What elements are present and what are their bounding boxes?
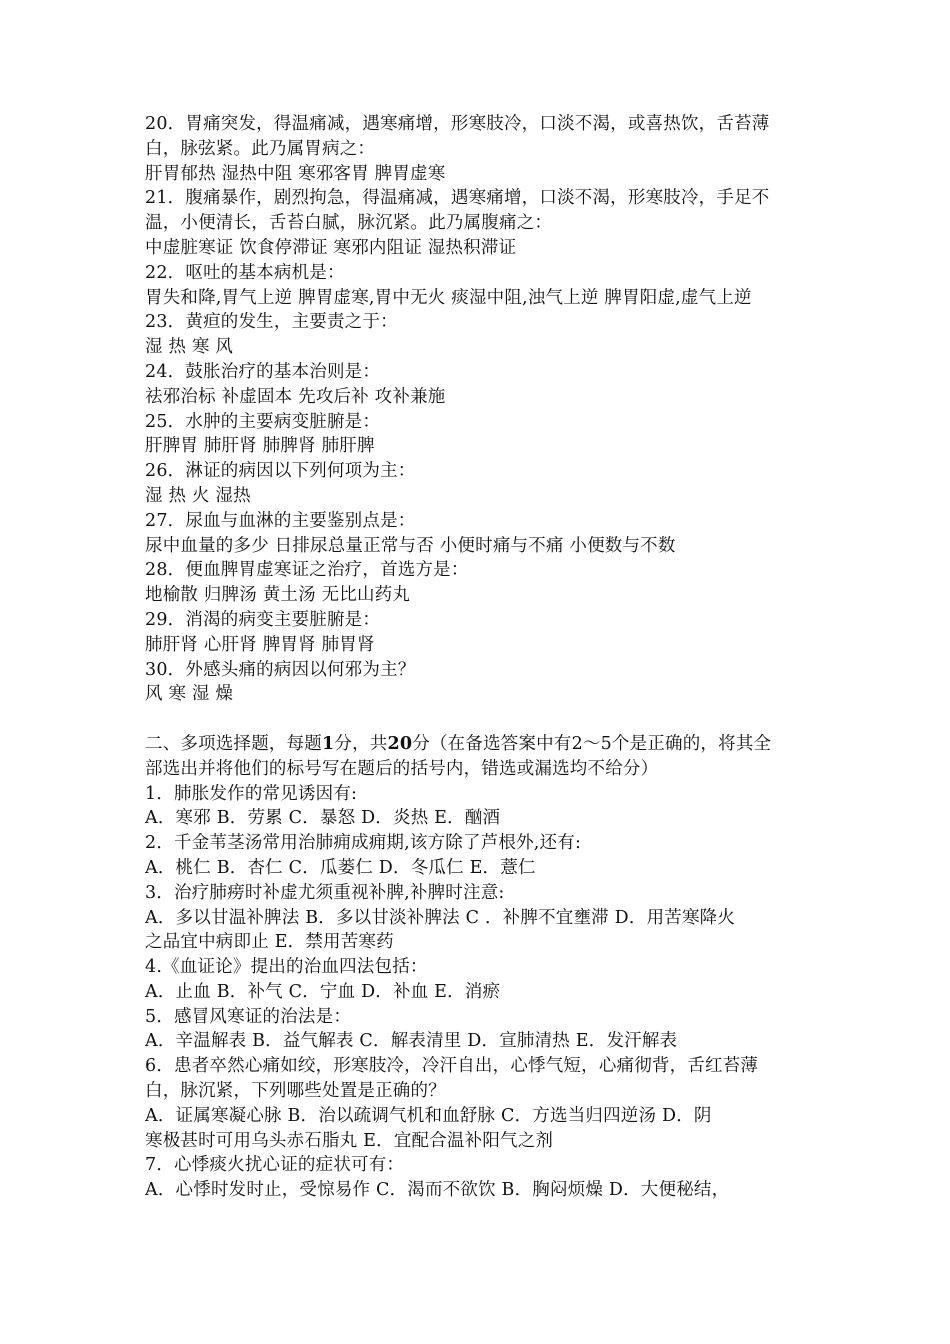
question-text: 3．治疗肺痨时补虚尤须重视补脾,补脾时注意: bbox=[145, 882, 505, 903]
question-q24 bbox=[145, 360, 806, 410]
section2-heading-line2: 部选出并将他们的标号写在题后的括号内，错选或漏选均不给分） bbox=[145, 758, 659, 779]
question-text: 7．心悸痰火扰心证的症状可有： bbox=[145, 1155, 405, 1176]
question-text: 28．便血脾胃虚寒证之治疗，首选方是： bbox=[145, 560, 469, 581]
question-m4 bbox=[145, 955, 806, 1005]
question-q20 bbox=[145, 112, 806, 186]
question-text: 5．感冒风寒证的治法是： bbox=[145, 1006, 352, 1027]
single-choice-section bbox=[145, 112, 806, 707]
answer-options: A．寒邪 B．劳累 C．暴怒 D．炎热 E．酗酒 bbox=[145, 808, 501, 829]
heading-text: 二、多项选择题，每题 bbox=[145, 733, 322, 754]
question-text: 22．呕吐的基本病机是： bbox=[145, 262, 345, 283]
answer-options: A．辛温解表 B．益气解表 C．解表清里 D．宣肺清热 E．发汗解表 bbox=[145, 1031, 678, 1052]
answer-options: A．桃仁 B．杏仁 C．瓜蒌仁 D．冬瓜仁 E．薏仁 bbox=[145, 857, 536, 878]
answer-options: 湿 热 火 湿热 bbox=[145, 485, 251, 506]
question-q26 bbox=[145, 459, 806, 509]
answer-options: 湿 热 寒 风 bbox=[145, 337, 234, 358]
question-m1 bbox=[145, 782, 806, 832]
question-q25 bbox=[145, 410, 806, 460]
question-m6 bbox=[145, 1054, 806, 1153]
multiple-choice-section bbox=[145, 782, 806, 1204]
answer-options: 寒极甚时可用乌头赤石脂丸 E．宜配合温补阳气之剂 bbox=[145, 1130, 554, 1151]
answer-options: 白，脉沉紧，下列哪些处置是正确的？ bbox=[145, 1081, 446, 1102]
question-q23 bbox=[145, 310, 806, 360]
answer-options: 胃失和降,胃气上逆 脾胃虚寒,胃中无火 痰湿中阻,浊气上逆 脾胃阳虚,虚气上逆 bbox=[145, 287, 752, 308]
answer-options: 地榆散 归脾汤 黄土汤 无比山药丸 bbox=[145, 585, 411, 606]
question-text: 26．淋证的病因以下列何项为主： bbox=[145, 461, 416, 482]
heading-text: 分，共 bbox=[334, 733, 388, 754]
heading-text: 分（在备选答案中有2～5个是正确的，将其全 bbox=[412, 733, 772, 754]
section2-heading bbox=[145, 732, 806, 757]
question-text: 23．黄疸的发生，主要责之于： bbox=[145, 312, 398, 333]
question-m5 bbox=[145, 1005, 806, 1055]
question-text: 24．鼓胀治疗的基本治则是： bbox=[145, 361, 381, 382]
question-q28 bbox=[145, 558, 806, 608]
answer-options: 肺肝肾 心肝肾 脾胃肾 肺胃肾 bbox=[145, 634, 375, 655]
question-text: 21．腹痛暴作，剧烈拘急，得温痛减，遇寒痛增，口淡不渴，形寒肢冷，手足不 bbox=[145, 188, 770, 209]
question-text: 1．肺胀发作的常见诱因有: bbox=[145, 783, 358, 804]
question-m3 bbox=[145, 881, 806, 955]
answer-options: 肝脾胃 肺肝肾 肺脾肾 肺肝脾 bbox=[145, 436, 375, 457]
question-text: 30．外感头痛的病因以何邪为主？ bbox=[145, 659, 416, 680]
question-text: 29．消渴的病变主要脏腑是： bbox=[145, 609, 381, 630]
answer-options: A．止血 B．补气 C．宁血 D．补血 E．消瘀 bbox=[145, 981, 501, 1002]
question-text: 6．患者卒然心痛如绞，形寒肢冷，冷汗自出，心悸气短，心痛彻背，舌红苔薄 bbox=[145, 1056, 759, 1077]
heading-points-per-question: 1 bbox=[322, 733, 335, 754]
heading-total-points: 20 bbox=[387, 733, 413, 754]
question-m7 bbox=[145, 1153, 806, 1203]
question-q30 bbox=[145, 658, 806, 708]
question-text: 20．胃痛突发，得温痛减，遇寒痛增，形寒肢冷，口淡不渴，或喜热饮，舌苔薄 bbox=[145, 114, 770, 134]
question-m2 bbox=[145, 831, 806, 881]
answer-options: A．证属寒凝心脉 B．治以疏调气机和血舒脉 C．方选当归四逆汤 D．阴 bbox=[145, 1105, 712, 1126]
answer-options: 风 寒 湿 燥 bbox=[145, 684, 234, 705]
answer-options: A．心悸时发时止，受惊易作 C．渴而不欲饮 B．胸闷烦燥 D．大便秘结， bbox=[145, 1180, 730, 1201]
section-gap bbox=[145, 707, 806, 732]
question-text: 温，小便清长，舌苔白腻，脉沉紧。此乃属腹痛之： bbox=[145, 213, 553, 234]
answer-options: 之品宜中病即止 E．禁用苦寒药 bbox=[145, 932, 394, 953]
question-q27 bbox=[145, 509, 806, 559]
question-q22 bbox=[145, 261, 806, 311]
question-text: 27．尿血与血淋的主要鉴别点是： bbox=[145, 510, 416, 531]
answer-options: 中虚脏寒证 饮食停滞证 寒邪内阻证 湿热积滞证 bbox=[145, 237, 517, 258]
question-q29 bbox=[145, 608, 806, 658]
question-text: 25．水肿的主要病变脏腑是： bbox=[145, 411, 381, 432]
answer-options: 尿中血量的多少 日排尿总量正常与否 小便时痛与不痛 小便数与不数 bbox=[145, 535, 676, 556]
question-text: 白，脉弦紧。此乃属胃病之： bbox=[145, 138, 376, 159]
answer-options: A．多以甘温补脾法 B．多以甘淡补脾法 C ．补脾不宜壅滞 D．用苦寒降火 bbox=[145, 907, 736, 928]
question-text: 2．千金苇茎汤常用治肺痈成痈期,该方除了芦根外,还有: bbox=[145, 833, 582, 854]
question-text: 4.《血证论》提出的治血四法包括： bbox=[145, 957, 428, 978]
answer-options: 肝胃郁热 湿热中阻 寒邪客胃 脾胃虚寒 bbox=[145, 163, 446, 184]
question-q21 bbox=[145, 186, 806, 260]
answer-options: 祛邪治标 补虚固本 先攻后补 攻补兼施 bbox=[145, 386, 446, 407]
